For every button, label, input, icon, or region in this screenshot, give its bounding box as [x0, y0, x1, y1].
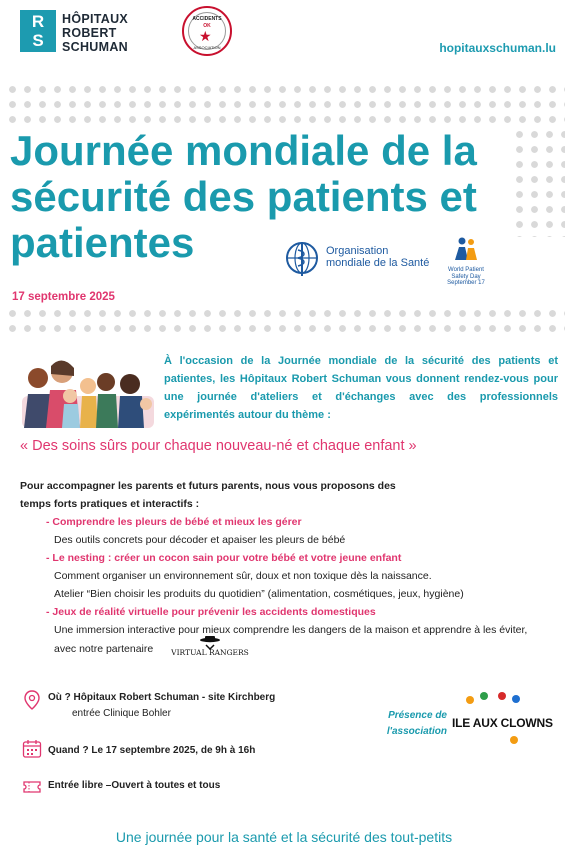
- program-item-2-title: - Le nesting : créer un cocon sain pour votre bébé et votre jeune enfant: [46, 552, 402, 564]
- program-item-3-partner: avec notre partenaire: [54, 642, 154, 655]
- page-title: Journée mondiale de la sécurité des patients et patientes: [10, 127, 477, 266]
- wpsd-line-3: September 17: [447, 280, 485, 286]
- badge-mid-text: OK: [203, 23, 211, 29]
- event-date: 17 septembre 2025: [12, 291, 115, 303]
- when-info: Quand ? Le 17 septembre 2025, de 9h à 16h: [48, 745, 256, 756]
- who-emblem-icon: [282, 240, 322, 278]
- program-item-2-desc-1: Comment organiser un environnement sûr, doux et non toxique dès la naissance.: [54, 570, 432, 582]
- program-lead-2: temps forts pratiques et interactifs :: [20, 498, 200, 510]
- who-line-2: mondiale de la Santé: [326, 257, 430, 269]
- program-lead-1: Pour accompagner les parents et futurs parents, nous vous proposons des: [20, 480, 396, 492]
- dot-grid-bottom: [5, 306, 565, 336]
- program-item-2-desc-2: Atelier “Bien choisir les produits du quotidien” (alimentation, cosmétiques, jeux, hygiène): [54, 588, 464, 600]
- program-item-3-desc: Une immersion interactive pour mieux comprendre les dangers de la maison et apprendre à les éviter,: [54, 624, 528, 636]
- footer-tagline: Une journée pour la santé et la sécurité des tout-petits: [115, 829, 453, 845]
- program-item-3-partner-row: [20, 639, 550, 659]
- hospital-logo-text: [62, 12, 128, 54]
- theme-quote: « Des soins sûrs pour chaque nouveau-né et chaque enfant »: [20, 438, 417, 454]
- program-item-3-title: - Jeux de réalité virtuelle pour prévenir les accidents domestiques: [46, 606, 376, 618]
- virtual-rangers-wordmark: VIRTUAL RANGERS: [171, 648, 249, 657]
- badge-top-text: ACCIDENTS: [192, 16, 222, 22]
- association-badge: [182, 6, 232, 56]
- dot-grid-top: [5, 82, 565, 127]
- logo-line-1: HÔPITAUX: [62, 12, 129, 26]
- wpsd-line-2: Safety Day: [451, 273, 481, 280]
- presence-label: [380, 708, 447, 740]
- entry-info: Entrée libre –Ouvert à toutes et tous: [48, 780, 221, 791]
- logo-line-2: ROBERT: [62, 26, 117, 40]
- calendar-icon: [22, 739, 42, 759]
- wpsd-icon: [451, 236, 481, 262]
- website-link[interactable]: hopitauxschuman.lu: [439, 41, 556, 55]
- where-line-2: entrée Clinique Bohler: [72, 708, 171, 719]
- wpsd-line-1: World Patient: [448, 267, 484, 273]
- program-item-1-title: - Comprendre les pleurs de bébé et mieux les gérer: [46, 516, 302, 528]
- where-info: [48, 690, 275, 722]
- where-line-1: Où ? Hôpitaux Robert Schuman - site Kirchberg: [48, 692, 276, 703]
- who-name: [326, 245, 429, 269]
- presence-line-1: Présence de: [388, 710, 447, 721]
- rs-logo-mark: R S: [20, 10, 56, 52]
- program-item-1-desc: Des outils concrets pour décoder et apaiser les pleurs de bébé: [54, 534, 346, 546]
- ticket-icon: [22, 776, 42, 796]
- clowns-logo-text: ILE AUX CLOWNS: [452, 716, 553, 730]
- wpsd-logo: [438, 236, 494, 287]
- badge-bottom-text: ASSOCIATION: [193, 45, 221, 50]
- presence-line-2: l'association: [386, 726, 447, 737]
- location-pin-icon: [22, 690, 42, 710]
- who-line-1: Organisation: [326, 245, 389, 257]
- program-section: [20, 477, 550, 659]
- star-icon: ★: [199, 28, 212, 44]
- logo-line-3: SCHUMAN: [62, 40, 128, 54]
- intro-paragraph: À l'occasion de la Journée mondiale de la sécurité des patients et patientes, les Hôpitaux Robert Schuman vous donnent rendez-vous pour une journée d'ateliers et d'échanges avec des professionnels expérimentés autour du thème :: [164, 355, 558, 421]
- who-logo: [282, 240, 322, 283]
- family-illustration: [22, 356, 154, 433]
- virtual-rangers-logo: [170, 639, 250, 659]
